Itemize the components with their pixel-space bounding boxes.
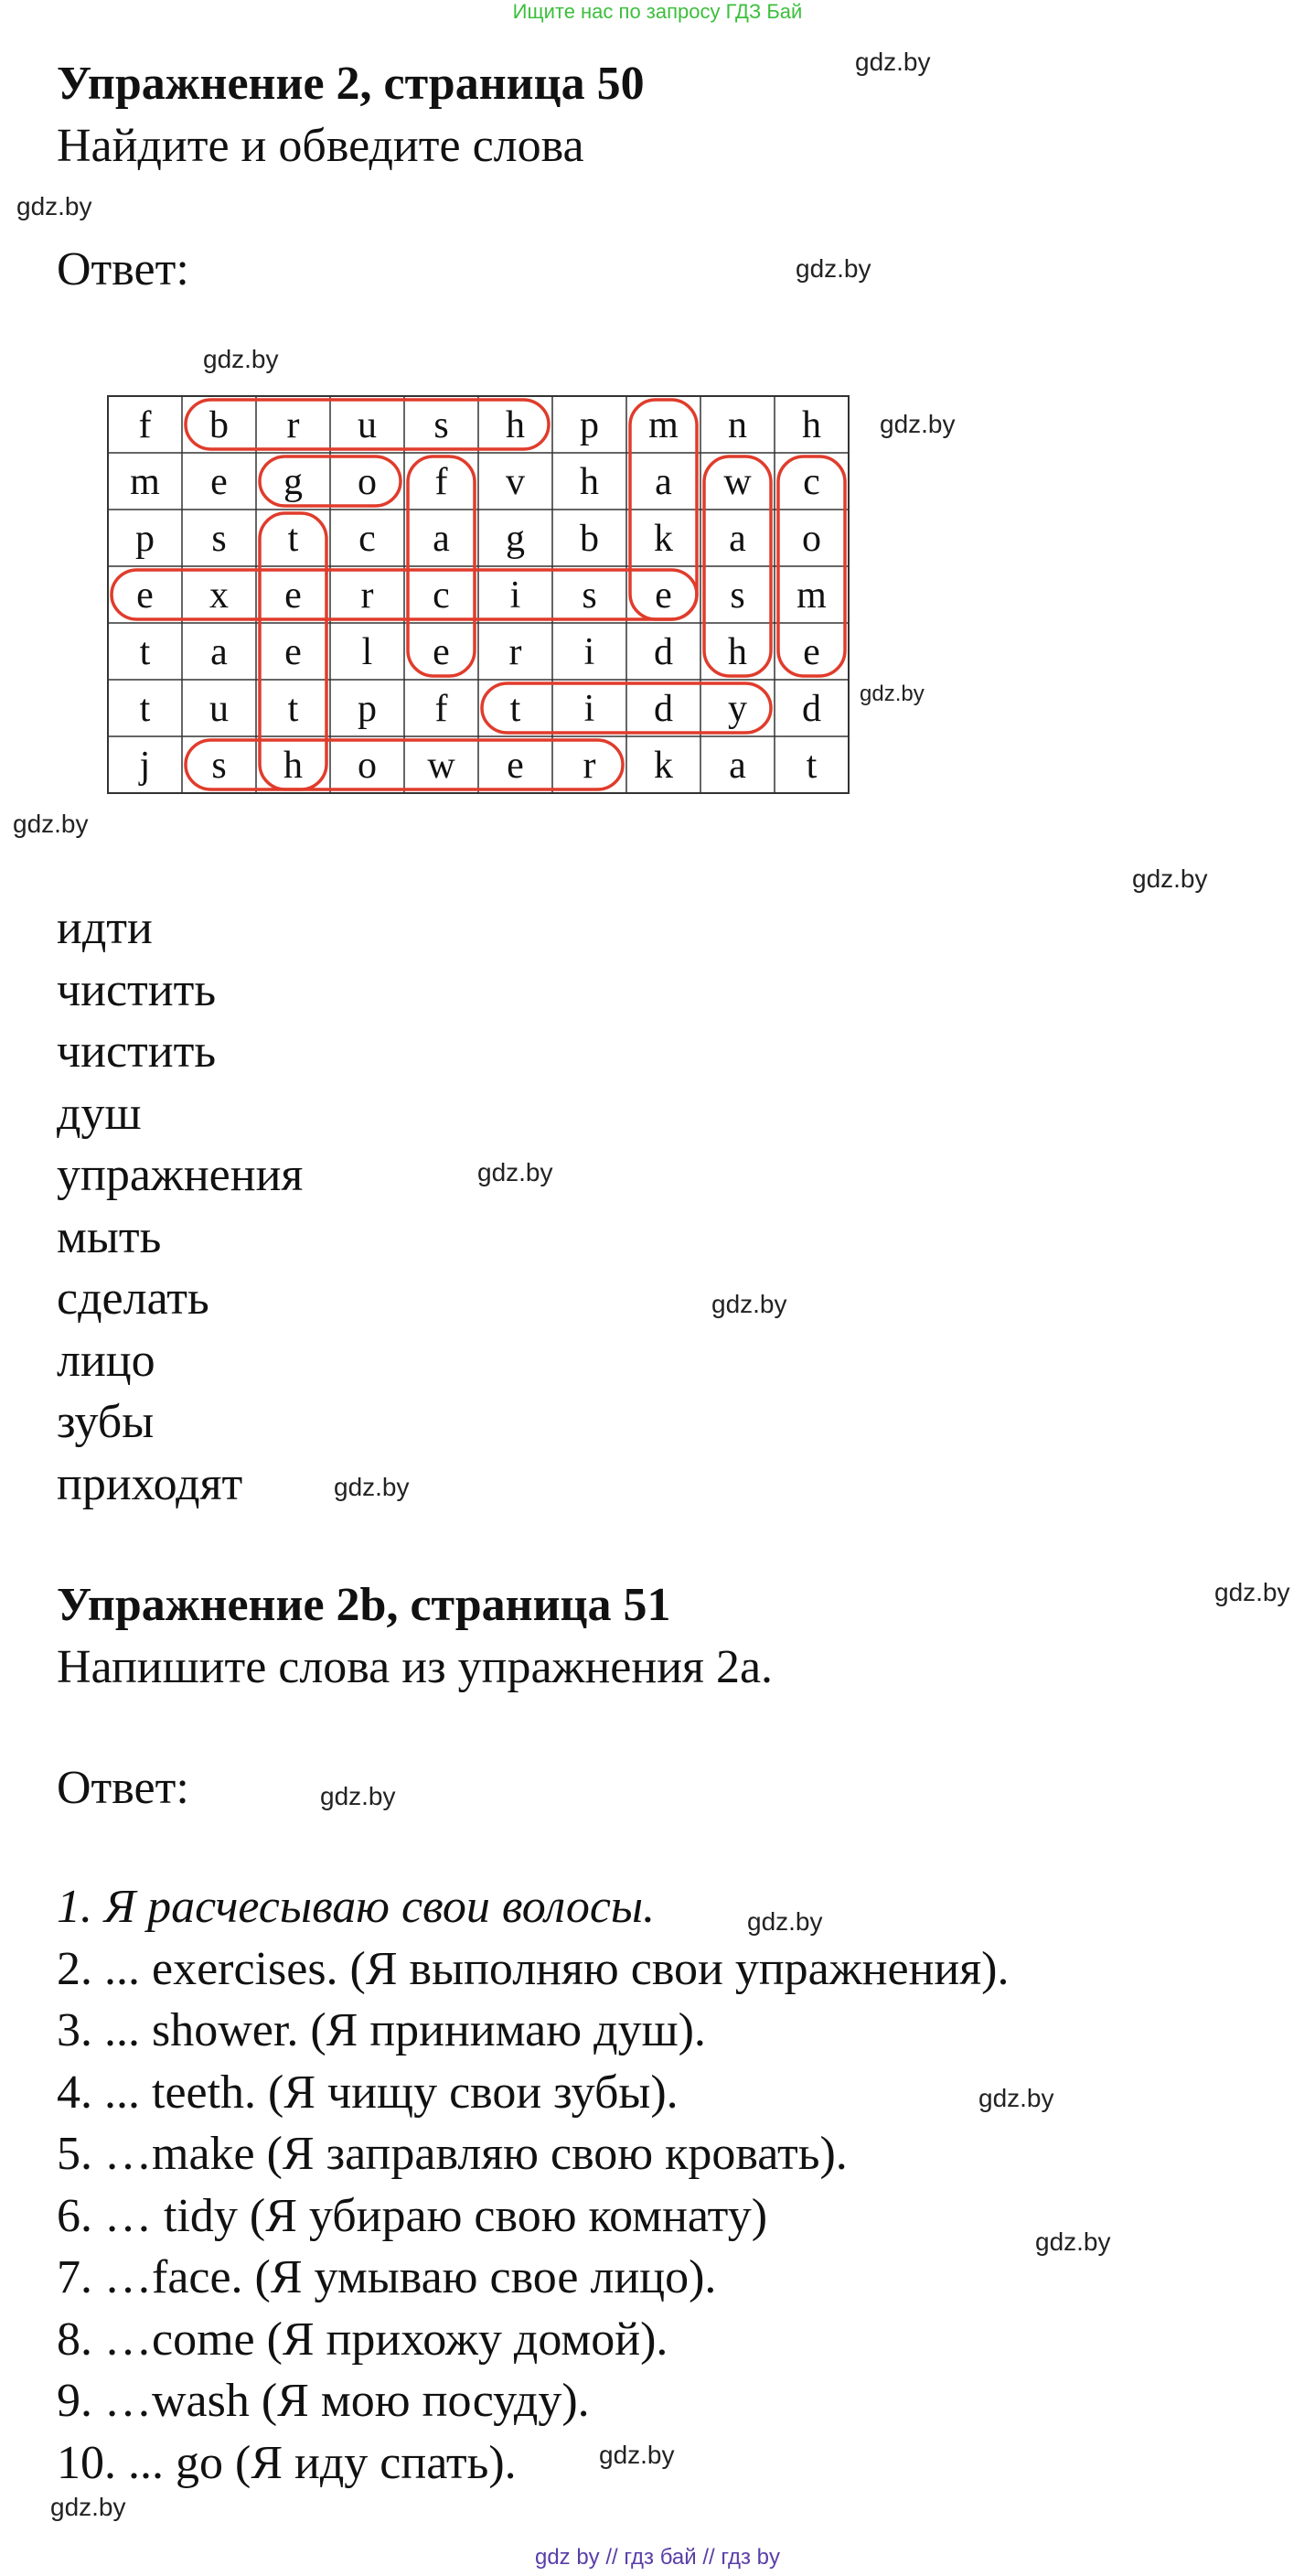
grid-letter: t — [139, 631, 151, 673]
watermark: gdz.by — [855, 48, 931, 76]
word-list-item: сделать — [57, 1272, 209, 1325]
grid-letter: r — [583, 745, 596, 787]
watermark: gdz.by — [599, 2441, 675, 2469]
answer-line: 2. ... exercises. (Я выполняю свои упражнения). — [57, 1942, 1010, 1995]
grid-letter: b — [209, 404, 229, 446]
grid-letter: t — [287, 518, 299, 560]
grid-letter: e — [507, 745, 524, 787]
grid-letter: a — [729, 745, 746, 787]
grid-letter: p — [358, 688, 377, 730]
exercise-2-answer-label: Ответ: — [57, 1762, 189, 1814]
watermark: gdz.by — [796, 254, 871, 283]
grid-letter: j — [139, 745, 151, 787]
answer-line: 1. Я расчесываю свои волосы. — [57, 1881, 656, 1933]
grid-letter: x — [209, 574, 229, 617]
exercise-1-answer-label: Ответ: — [57, 243, 189, 295]
grid-letter: r — [286, 404, 300, 446]
watermark: gdz.by — [860, 682, 925, 706]
grid-letter: s — [211, 518, 227, 560]
grid-letter: t — [287, 688, 299, 730]
grid-letter: f — [138, 404, 152, 446]
grid-letter: y — [728, 688, 747, 730]
grid-letter: t — [139, 688, 151, 730]
grid-letter: d — [654, 688, 673, 730]
watermark: gdz.by — [1132, 864, 1208, 893]
watermark: gdz.by — [203, 345, 279, 373]
grid-letter: f — [434, 688, 448, 730]
word-list-item: упражнения — [57, 1149, 304, 1201]
answer-line: 4. ... teeth. (Я чищу свои зубы). — [57, 2066, 679, 2119]
exercise-1-instruction: Найдите и обведите слова — [57, 120, 584, 172]
word-list-item: зубы — [57, 1396, 155, 1448]
grid-letter: s — [433, 404, 449, 446]
grid-letter: b — [580, 518, 599, 560]
answer-line: 7. …face. (Я умываю свое лицо). — [57, 2251, 717, 2303]
footer-links[interactable]: gdz by // гдз бай // гдз by — [534, 2545, 781, 2570]
grid-letter: o — [358, 745, 377, 787]
watermark: gdz.by — [1035, 2227, 1111, 2256]
grid-letter: f — [434, 461, 448, 503]
grid-letter: h — [580, 461, 599, 503]
grid-letter: h — [802, 404, 821, 446]
exercise-1-title: Упражнение 2, страница 50 — [57, 58, 645, 110]
word-list-item: чистить — [57, 1025, 217, 1078]
grid-letter: s — [211, 745, 227, 787]
grid-letter: c — [433, 574, 450, 617]
grid-letter: e — [433, 631, 450, 673]
grid-letter: e — [284, 574, 302, 617]
answer-line: 9. …wash (Я мою посуду). — [57, 2375, 590, 2427]
watermark: gdz.by — [320, 1782, 396, 1810]
watermark: gdz.by — [747, 1907, 823, 1936]
watermark: gdz.by — [13, 810, 89, 838]
grid-letter: i — [583, 631, 595, 673]
watermark: gdz.by — [711, 1290, 787, 1318]
watermark: gdz.by — [16, 192, 92, 220]
grid-letter: c — [358, 518, 376, 560]
grid-letter: k — [654, 518, 673, 560]
grid-letter: m — [796, 574, 827, 617]
grid-letter: r — [360, 574, 374, 617]
grid-letter: o — [802, 518, 821, 560]
grid-letter: k — [654, 745, 673, 787]
answer-line: 10. ... go (Я иду спать). — [57, 2436, 517, 2489]
watermark: gdz.by — [334, 1473, 410, 1501]
grid-letter: e — [210, 461, 228, 503]
grid-letter: h — [283, 745, 303, 787]
exercise-2-instruction: Напишите слова из упражнения 2а. — [57, 1641, 774, 1693]
grid-letter: u — [358, 404, 377, 446]
grid-letter: i — [509, 574, 521, 617]
grid-letter: s — [730, 574, 745, 617]
grid-letter: a — [433, 518, 450, 560]
word-list-item: лицо — [57, 1334, 155, 1387]
grid-letter: d — [802, 688, 821, 730]
grid-letter: p — [135, 518, 155, 560]
grid-letter: w — [723, 461, 752, 503]
watermark: gdz.by — [880, 410, 956, 438]
grid-letter: v — [506, 461, 525, 503]
grid-letter: i — [583, 688, 595, 730]
exercise-2-title: Упражнение 2b, страница 51 — [57, 1579, 671, 1631]
grid-letter: s — [582, 574, 597, 617]
grid-letter: e — [655, 574, 672, 617]
grid-letter: a — [210, 631, 228, 673]
grid-letter: l — [361, 631, 373, 673]
word-list-item: приходят — [57, 1457, 243, 1510]
grid-letter: t — [509, 688, 521, 730]
grid-letter: r — [508, 631, 522, 673]
word-list-item: идти — [57, 902, 153, 954]
grid-letter: h — [728, 631, 747, 673]
answer-line: 3. ... shower. (Я принимаю душ). — [57, 2004, 706, 2056]
grid-letter: w — [427, 745, 455, 787]
watermark: gdz.by — [1214, 1578, 1290, 1606]
answer-line: 6. … tidy (Я убираю свою комнату) — [57, 2189, 768, 2242]
grid-letter: a — [729, 518, 746, 560]
grid-letter: c — [803, 461, 820, 503]
word-search-grid — [101, 389, 869, 810]
grid-letter: p — [580, 404, 599, 446]
grid-letter: g — [506, 518, 525, 560]
top-banner[interactable]: Ищите нас по запросу ГДЗ Бай — [512, 0, 803, 23]
grid-letter: m — [648, 404, 679, 446]
word-list-item: мыть — [57, 1210, 162, 1263]
grid-letter: e — [803, 631, 820, 673]
grid-letter: u — [209, 688, 229, 730]
grid-letter: o — [358, 461, 377, 503]
grid-letter: e — [284, 631, 302, 673]
grid-letter: a — [655, 461, 672, 503]
grid-letter: g — [283, 461, 303, 503]
watermark: gdz.by — [50, 2493, 126, 2521]
grid-letter: t — [806, 745, 818, 787]
grid-letter: m — [130, 461, 160, 503]
watermark: gdz.by — [978, 2084, 1054, 2112]
watermark: gdz.by — [477, 1158, 553, 1186]
answer-line: 5. …make (Я заправляю свою кровать). — [57, 2128, 848, 2180]
grid-letter: d — [654, 631, 673, 673]
answer-line: 8. …come (Я прихожу домой). — [57, 2313, 668, 2366]
grid-letter: h — [506, 404, 525, 446]
word-list-item: душ — [57, 1087, 142, 1140]
word-list-item: чистить — [57, 963, 217, 1016]
grid-letter: n — [728, 404, 747, 446]
grid-letter: e — [136, 574, 154, 617]
